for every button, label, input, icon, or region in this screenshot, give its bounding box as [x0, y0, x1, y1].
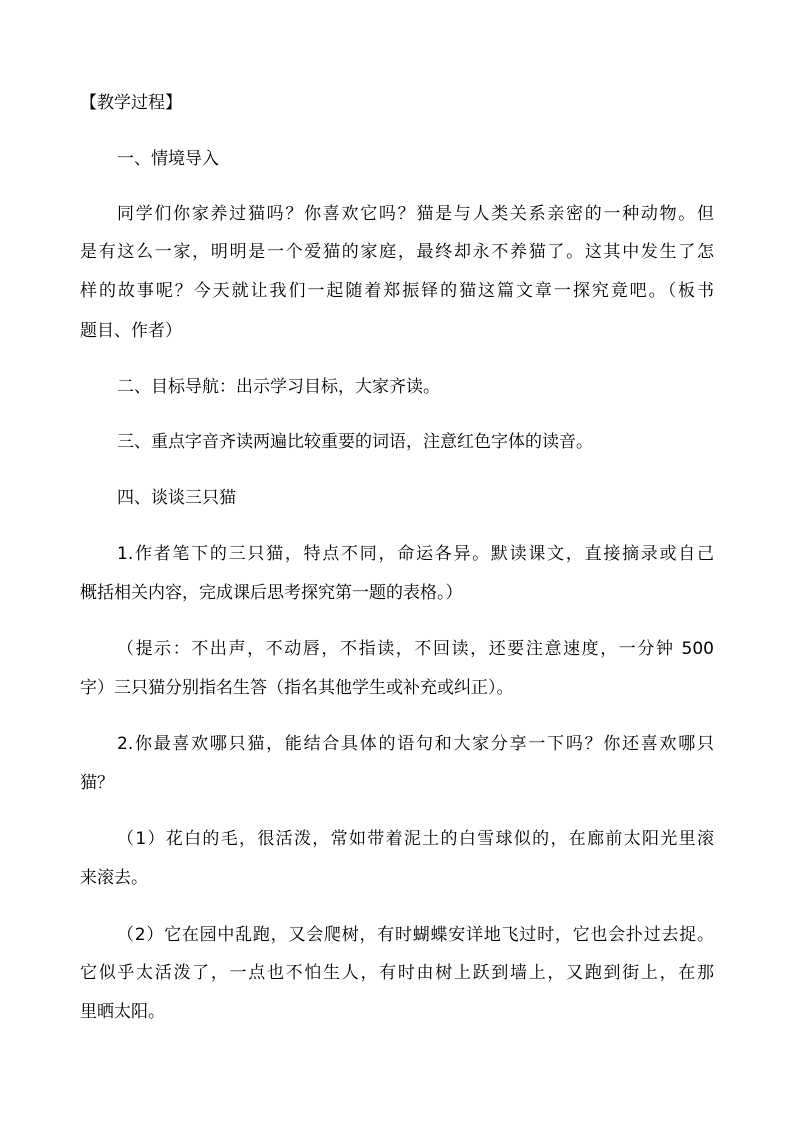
quote2-line: （2）它在园中乱跑，又会爬树，有时蝴蝶安详地飞过时，它也会扑过去捉。: [117, 925, 714, 945]
quote1-line: （1）花白的毛，很活泼，常如带着泥土的白雪球似的，在廊前太阳光里滚: [117, 829, 714, 849]
tip-line: （提示：不出声，不动唇，不指读，不回读，还要注意速度，一分钟 500: [117, 639, 714, 659]
quote2-line: 里晒太阳。: [80, 1002, 165, 1022]
section-title-goals: 二、目标导航：出示学习目标，大家齐读。: [117, 377, 440, 397]
item1-line: 概括相关内容，完成课后思考探究第一题的表格。）: [80, 583, 463, 603]
item2-line: 猫？: [80, 773, 114, 793]
quote1-line: 来滚去。: [80, 868, 148, 888]
intro-paragraph-line: 题目、作者）: [80, 321, 182, 341]
process-heading: 【教学过程】: [80, 93, 182, 113]
section-title-intro: 一、情境导入: [117, 149, 219, 169]
item1-line: 1.作者笔下的三只猫，特点不同，命运各异。默读课文，直接摘录或自己: [117, 544, 714, 564]
quote2-line: 它似乎太活泼了，一点也不怕生人，有时由树上跃到墙上，又跑到街上，在那: [80, 963, 714, 983]
item2-line: 2.你最喜欢哪只猫，能结合具体的语句和大家分享一下吗？你还喜欢哪只: [117, 734, 714, 754]
section-title-pronunciation: 三、重点字音齐读两遍比较重要的词语，注意红色字体的读音。: [117, 432, 593, 452]
section-title-three-cats: 四、谈谈三只猫: [117, 488, 236, 508]
intro-paragraph-line: 是有这么一家，明明是一个爱猫的家庭，最终却永不养猫了。这其中发生了怎: [80, 242, 714, 262]
intro-paragraph-line: 同学们你家养过猫吗？你喜欢它吗？猫是与人类关系亲密的一种动物。但: [117, 204, 714, 224]
intro-paragraph-line: 样的故事呢？今天就让我们一起随着郑振铎的猫这篇文章一探究竟吧。（板书: [80, 281, 714, 301]
tip-line: 字）三只猫分别指名生答（指名其他学生或补充或纠正）。: [80, 678, 514, 698]
